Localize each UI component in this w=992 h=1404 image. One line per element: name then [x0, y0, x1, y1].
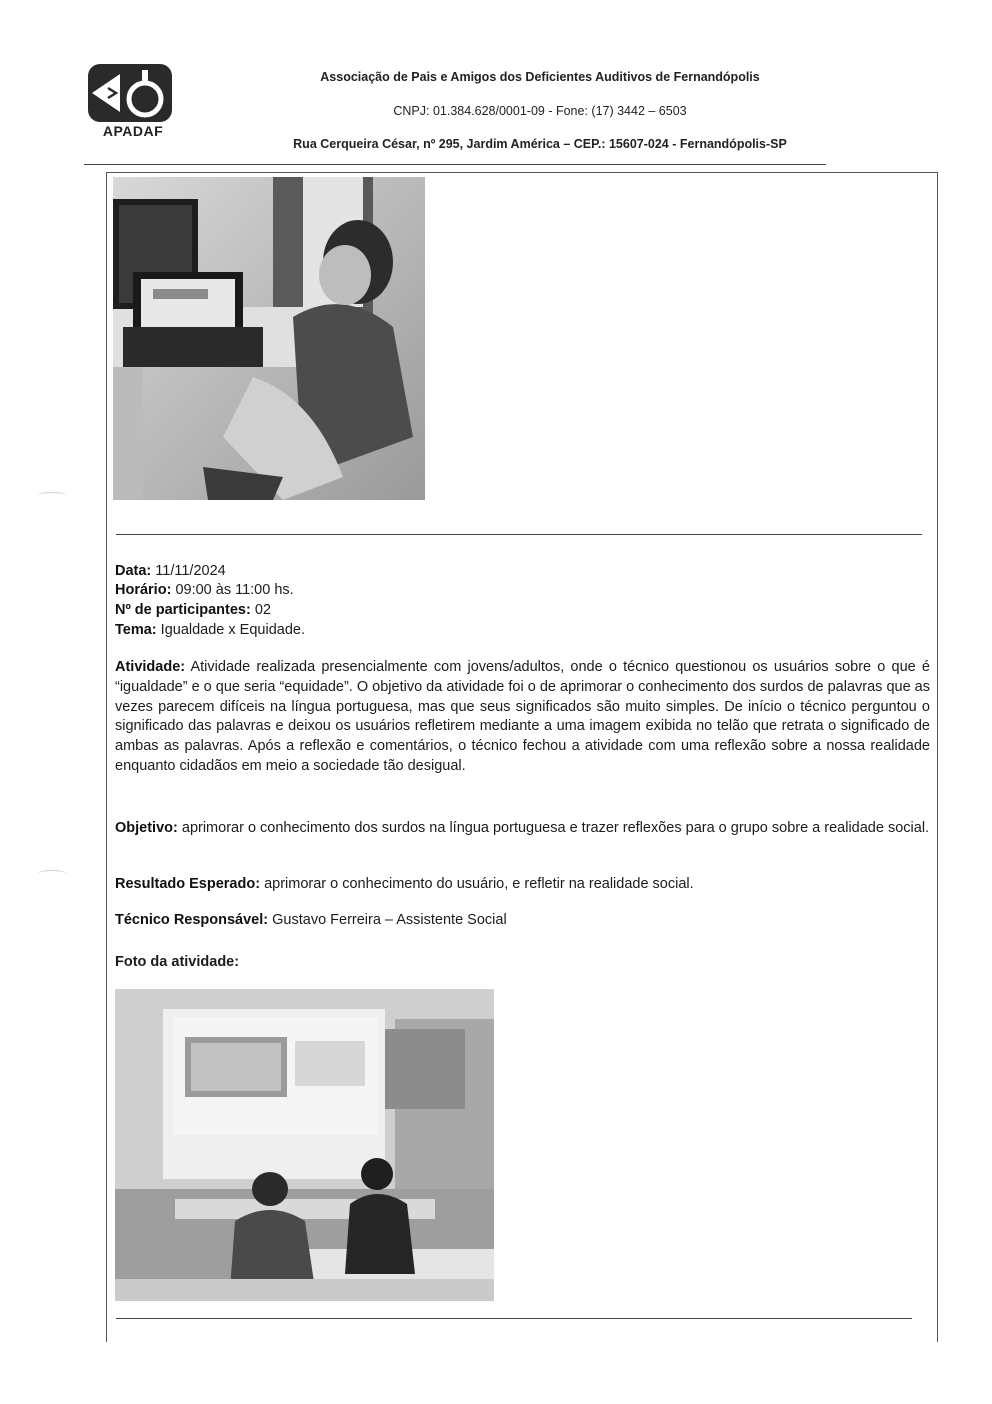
organization-address: Rua Cerqueira César, nº 295, Jardim América – CEP.: 15607-024 - Fernandópolis-SP — [293, 137, 787, 151]
time-line: Horário: 09:00 às 11:00 hs. — [115, 582, 294, 598]
scan-mark — [38, 870, 66, 877]
date-value: 11/11/2024 — [155, 563, 226, 579]
time-value: 09:00 às 11:00 hs. — [175, 582, 294, 598]
objective-paragraph: Objetivo: aprimorar o conhecimento dos surdos na língua portuguesa e trazer reflexões para o grupo sobre a realidade social. — [115, 820, 930, 836]
participants-line: Nº de participantes: 02 — [115, 602, 271, 618]
activity-photo-classroom — [115, 989, 494, 1301]
participants-value: 02 — [254, 602, 271, 618]
frame-right-border — [937, 172, 938, 1342]
expected-result-text: aprimorar o conhecimento do usuário, e refletir na realidade social. — [264, 876, 694, 892]
frame-top-border — [106, 172, 937, 173]
section-divider — [116, 534, 922, 535]
technician-line: Técnico Responsável: Gustavo Ferreira – Assistente Social — [115, 912, 507, 928]
date-line: Data: 11/11/2024 — [115, 563, 226, 579]
scan-mark — [38, 492, 66, 499]
technician-text: Gustavo Ferreira – Assistente Social — [272, 912, 507, 928]
expected-result-line: Resultado Esperado: aprimorar o conhecimento do usuário, e refletir na realidade social. — [115, 876, 694, 892]
activity-photo-laptop — [113, 177, 425, 500]
logo-text: APADAF — [102, 123, 164, 139]
theme-value: Igualdade x Equidade. — [160, 622, 305, 638]
organization-name: Associação de Pais e Amigos dos Deficientes Auditivos de Fernandópolis — [320, 70, 760, 84]
section-divider — [116, 1318, 912, 1319]
cnpj-phone: CNPJ: 01.384.628/0001-09 - Fone: (17) 3442 – 6503 — [393, 104, 687, 118]
photo-section-label: Foto da atividade: — [115, 954, 240, 970]
activity-text: Atividade realizada presencialmente com jovens/adultos, onde o técnico questionou os usuários sobre o que é “igualdade” e o que seria “equidade”. O objetivo da atividade foi o de aprimorar o conhecimento dos surdos de palavras que as vezes parecem difíceis na língua portuguesa, mas que seus significados são muito simples. De início o técnico perguntou o significado das palavras e deixou os usuários refletirem mediante a uma imagem exibida no telão que retrata o significado de ambas as palavras. Após a reflexão e comentários, o técnico fechou a atividade com uma reflexão sobre a nossa realidade enquanto cidadãos em meio a sociedade tão desigual. — [115, 659, 930, 774]
theme-line: Tema: Igualdade x Equidade. — [115, 622, 305, 638]
activity-paragraph: Atividade: Atividade realizada presencialmente com jovens/adultos, onde o técnico questionou os usuários sobre o que é “igualdade” e o que seria “equidade”. O objetivo da atividade foi o de aprimorar o conhecimento dos surdos de palavras que as vezes parecem difíceis na língua portuguesa, mas que seus significados são muito simples. De início o técnico perguntou o significado das palavras e deixou os usuários refletirem mediante a uma imagem exibida no telão que retrata o significado de ambas as palavras. Após a reflexão e comentários, o técnico fechou a atividade com uma reflexão sobre a nossa realidade enquanto cidadãos em meio a sociedade tão desigual. — [115, 659, 930, 774]
objective-text: aprimorar o conhecimento dos surdos na língua portuguesa e trazer reflexões para o grupo sobre a realidade social. — [181, 820, 930, 836]
header-divider — [84, 164, 826, 165]
frame-left-border — [106, 172, 107, 1342]
